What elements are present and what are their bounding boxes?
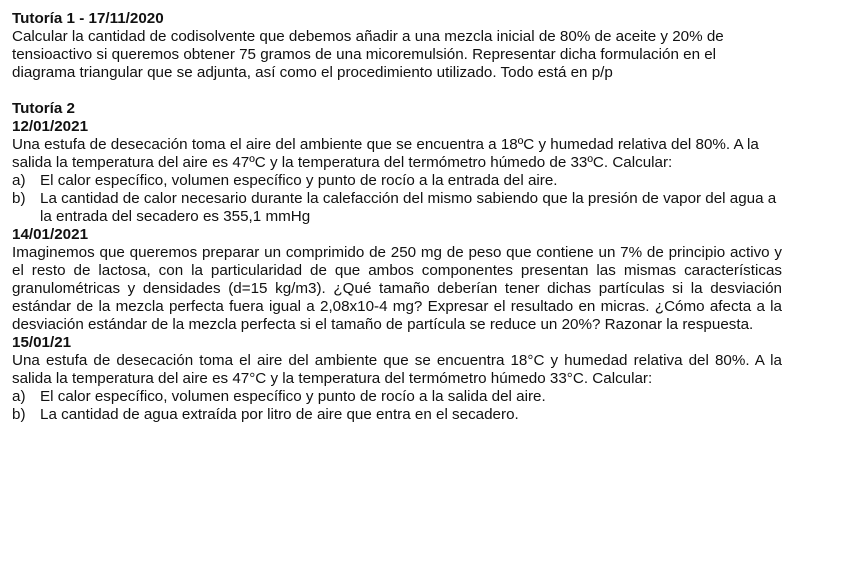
list-item: [12, 172, 782, 190]
list-item-text: El calor específico, volumen específico y punto de rocío a la salida del aire.: [40, 388, 546, 405]
session-intro: Una estufa de desecación toma el aire del ambiente que se encuentra 18°C y humedad relativa del 80%. A la salida la temperatura del aire es 47°C y la temperatura del termómetro húmedo 33°C. Calcular:: [12, 352, 782, 387]
list-item-text: La cantidad de agua extraída por litro de aire que entra en el secadero.: [40, 406, 519, 423]
list-item: [12, 406, 782, 424]
tutoria-2-heading: Tutoría 2: [12, 100, 76, 117]
list-item-text: La cantidad de calor necesario durante la calefacción del mismo sabiendo que la presión de vapor del agua a la entrada del secadero es 355,1 mmHg: [40, 190, 777, 225]
tutoria-1-body: Calcular la cantidad de codisolvente que debemos añadir a una mezcla inicial de 80% de aceite y 20% de tensioactivo si queremos obtener 75 gramos de una micoremulsión. Representar dicha formulación en el diagrama triangular que se adjunta, así como el procedimiento utilizado. Todo está en p/p: [12, 28, 724, 81]
list-item: [12, 388, 782, 406]
session-date: 15/01/21: [12, 334, 72, 351]
session-15-01-21: [12, 334, 782, 424]
session-intro: Una estufa de desecación toma el aire del ambiente que se encuentra a 18ºC y humedad relativa del 80%. A la salida la temperatura del aire es 47ºC y la temperatura del termómetro húmedo de 33ºC. Calcular:: [12, 136, 759, 171]
list-item-text: El calor específico, volumen específico y punto de rocío a la entrada del aire.: [40, 172, 558, 189]
document-page: [12, 10, 782, 424]
list-marker: a): [12, 388, 26, 405]
session-14-01-2021: [12, 226, 782, 334]
session-date: 14/01/2021: [12, 226, 89, 243]
session-intro: Imaginemos que queremos preparar un comprimido de 250 mg de peso que contiene un 7% de principio activo y el resto de lactosa, con la particularidad de que ambos componentes presentan las mismas características granulométricas y densidades (d=15 kg/m3). ¿Qué tamaño deberían tener dichas partículas si la desviación estándar de la mezcla perfecta fuera igual a 2,08x10-4 mg? Expresar el resultado en micras. ¿Cómo afecta a la desviación estándar de la mezcla perfecta si el tamaño de partícula se reduce un 20%? Razonar la respuesta.: [12, 244, 782, 333]
tutoria-2-section: [12, 100, 782, 424]
list-marker: b): [12, 406, 26, 423]
tutoria-1-section: [12, 10, 782, 82]
session-12-01-2021: [12, 118, 782, 226]
list-item: [12, 190, 782, 226]
list-marker: a): [12, 172, 26, 189]
section-spacer: [12, 82, 782, 100]
tutoria-1-heading: Tutoría 1 - 17/11/2020: [12, 10, 164, 27]
list-marker: b): [12, 190, 26, 207]
session-date: 12/01/2021: [12, 118, 89, 135]
